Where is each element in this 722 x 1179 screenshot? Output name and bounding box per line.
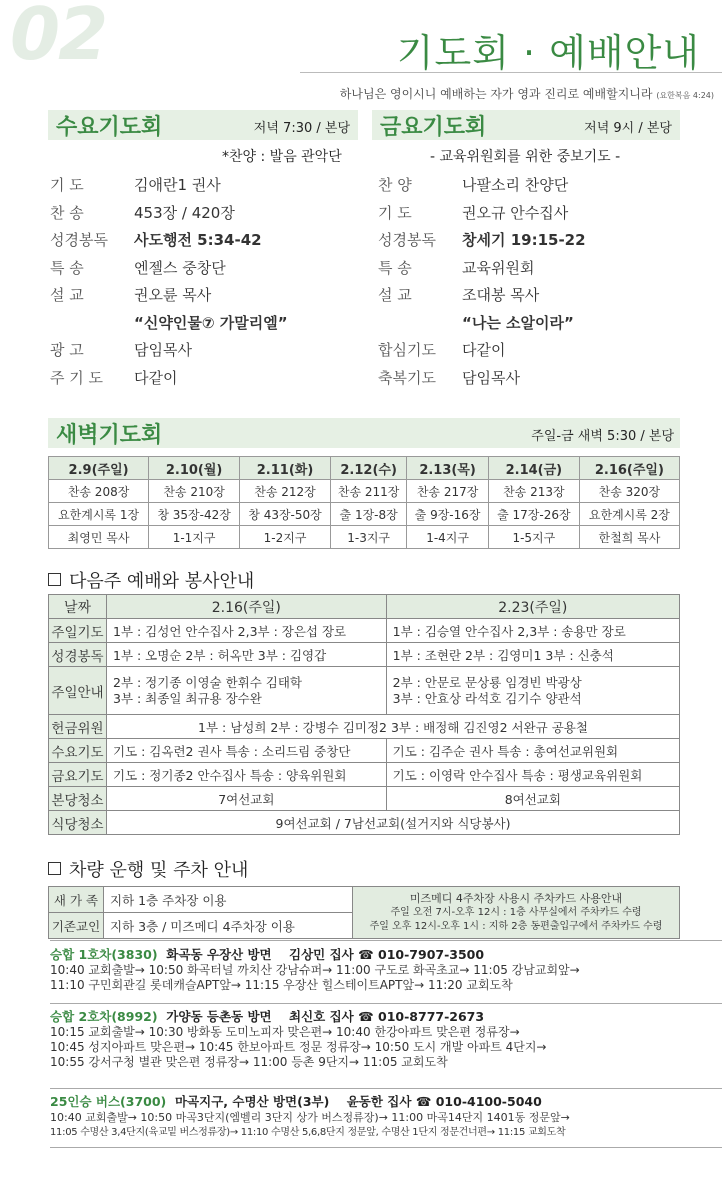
- fri-note: - 교육위원회를 위한 중보기도 -: [430, 149, 621, 165]
- wed-note: *찬양 : 발음 관악단: [222, 149, 342, 165]
- table-row: 주일안내 2부 : 정기종 이영술 한휘수 김태학 3부 : 최종일 최규용 장수완 2부 : 안문로 문상룡 임경빈 박광상 3부 : 안효상 라석호 김기수 양관석: [49, 667, 680, 715]
- table-row: 수요기도 기도 : 김옥련2 권사 특송 : 소리드림 중창단 기도 : 김주순 권사 특송 : 총여선교위원회: [49, 739, 680, 763]
- table-row: 금요기도 기도 : 정기종2 안수집사 특송 : 양육위원회 기도 : 이영락 안수집사 특송 : 평생교육위원회: [49, 763, 680, 787]
- list-item: 특 송 교육위원회: [378, 258, 535, 277]
- sermon-title: “신약인물⑦ 가말리엘”: [134, 313, 288, 332]
- fri-title: 금요기도회: [380, 115, 487, 140]
- table-row: 성경봉독 1부 : 오명순 2부 : 허옥만 3부 : 김영갑 1부 : 조현란 2부 : 김영미1 3부 : 신충석: [49, 643, 680, 667]
- list-item: 주 기 도 다같이: [50, 368, 178, 387]
- scripture-verse: 하나님은 영이시니 예배하는 자가 영과 진리로 예배할지니라 (요한복음 4:24): [339, 87, 714, 101]
- list-item: 합심기도 다같이: [378, 341, 506, 359]
- bus-route-1: 승합 1호차(3830) 화곡동 우장산 방면 김상민 집사 ☎ 010-7907-3500 10:40 교회출발→ 10:50 화곡터널 까치산 강남슈퍼→ 11:00 구도로 화곡초교→ 11:05 강남교회앞→ 11:10 구민회관길 롯데캐슬APT앞→ 11:15 우장산 힐스테이트APT앞→ 11:20 교회도착: [50, 940, 722, 1001]
- bus-route-2: 승합 2호차(8992) 가양동 등촌동 방면 최신호 집사 ☎ 010-8777-2673 10:15 교회출발→ 10:30 방화동 도미노피자 맞은편→ 10:40 한강아파트 맞은편 정류장→ 10:45 성지아파트 맞은편→ 10:45 한보아파트 정문 정류장→ 10:50 도시 개발 아파트 4단지→ 10:55 강서구청 별관 맞은편 정류장→ 11:00 등촌 9단지→ 11:05 교회도착: [50, 1003, 722, 1086]
- square-bullet-icon: [48, 862, 61, 875]
- parking-table: [48, 886, 680, 939]
- page-title: 기도회 · 예배안내: [396, 31, 700, 75]
- table-row: 찬송 208장 찬송 210장 찬송 212장 찬송 211장 찬송 217장 찬송 213장 찬송 320장: [49, 480, 680, 503]
- square-bullet-icon: [48, 573, 61, 586]
- parking-card-notice: 미즈메디 4주차장 사용시 주차카드 사용안내 주일 오전 7시-오후 12시 : 1층 사무실에서 주차카드 수령 주일 오후 12시-오후 1시 : 지하 2층 동편출입구에서 주차카드 수령: [353, 887, 680, 939]
- table-row: 새 가 족 지하 1층 주차장 이용 미즈메디 4주차장 사용시 주차카드 사용안내 주일 오전 7시-오후 12시 : 1층 사무실에서 주차카드 수령 주일 오후 12시-오후 1시 : 지하 2층 동편출입구에서 주차카드 수령: [49, 887, 680, 913]
- next-week-heading: 다음주 예배와 봉사안내: [48, 567, 254, 593]
- wed-title: 수요기도회: [56, 115, 163, 140]
- list-item: 설 교 조대봉 목사: [378, 286, 540, 304]
- wed-time: 저녁 7:30 / 본당: [253, 121, 350, 136]
- sermon-title: “나는 소알이라”: [462, 313, 574, 332]
- table-row: 식당청소 9여선교회 / 7남선교회(설거지와 식당봉사): [49, 811, 680, 835]
- vehicle-parking-heading: 차량 운행 및 주차 안내: [48, 856, 248, 882]
- list-item: 특 송 엔젤스 중창단: [50, 258, 226, 277]
- table-row: 본당청소 7여선교회 8여선교회: [49, 787, 680, 811]
- list-item: 성경봉독 사도행전 5:34-42: [50, 231, 262, 249]
- table-row: 주일기도 1부 : 김성언 안수집사 2,3부 : 장은섭 장로 1부 : 김승열 안수집사 2,3부 : 송용만 장로: [49, 619, 680, 643]
- wed-section-bar: [48, 110, 358, 140]
- dawn-time: 주일-금 새벽 5:30 / 본당: [531, 429, 674, 444]
- list-item: 기 도 권오규 안수집사: [378, 203, 569, 222]
- table-row: 요한계시록 1장 창 35장-42장 창 43장-50장 출 1장-8장 출 9장-16장 출 17장-26장 요한계시록 2장: [49, 503, 680, 526]
- dawn-title: 새벽기도회: [56, 423, 163, 448]
- wed-order-list: [50, 172, 350, 392]
- dawn-schedule-table: [48, 456, 680, 549]
- list-item: 성경봉독 창세기 19:15-22: [378, 231, 586, 249]
- next-week-service-table: [48, 594, 680, 835]
- list-item: 찬 송 453장 / 420장: [50, 203, 235, 222]
- list-item: 기 도 김애란1 권사: [50, 176, 221, 194]
- table-row: 헌금위원 1부 : 남성희 2부 : 강병수 김미정2 3부 : 배정해 김진영2 서완규 공용철: [49, 715, 680, 739]
- table-row: 2.9(주일) 2.10(월) 2.11(화) 2.12(수) 2.13(목) 2.14(금) 2.16(주일): [49, 457, 680, 480]
- table-row: 날짜 2.16(주일) 2.23(주일): [49, 595, 680, 619]
- table-row: 기존교인 지하 3층 / 미즈메디 4주차장 이용: [49, 913, 680, 939]
- fri-order-list: [378, 172, 678, 392]
- page-number: 02: [10, 0, 107, 76]
- list-item: 설 교 권오륜 목사: [50, 286, 212, 304]
- fri-section-bar: [372, 110, 680, 140]
- list-item: 축복기도 담임목사: [378, 368, 520, 387]
- bus-route-3: 25인승 버스(3700) 마곡지구, 수명산 방면(3부) 윤동한 집사 ☎ 010-4100-5040 10:40 교회출발→ 10:50 마곡3단지(엠벨리 3단지 상가 버스정류장)→ 11:00 마곡14단지 1401동 정문앞→ 11:05 수명산 3,4단지(육교밑 버스정류장)→ 11:10 수명산 5,6,8단지 정문앞, 수명산 1단지 정문건너편→ 11:15 교회도착: [50, 1088, 722, 1148]
- fri-time: 저녁 9시 / 본당: [584, 121, 672, 136]
- list-item: 찬 양 나팔소리 찬양단: [378, 176, 569, 194]
- list-item: 광 고 담임목사: [50, 341, 192, 359]
- dawn-section-bar: [48, 418, 680, 448]
- divider: [300, 72, 722, 73]
- table-row: 최영민 목사 1-1지구 1-2지구 1-3지구 1-4지구 1-5지구 한철희 목사: [49, 526, 680, 549]
